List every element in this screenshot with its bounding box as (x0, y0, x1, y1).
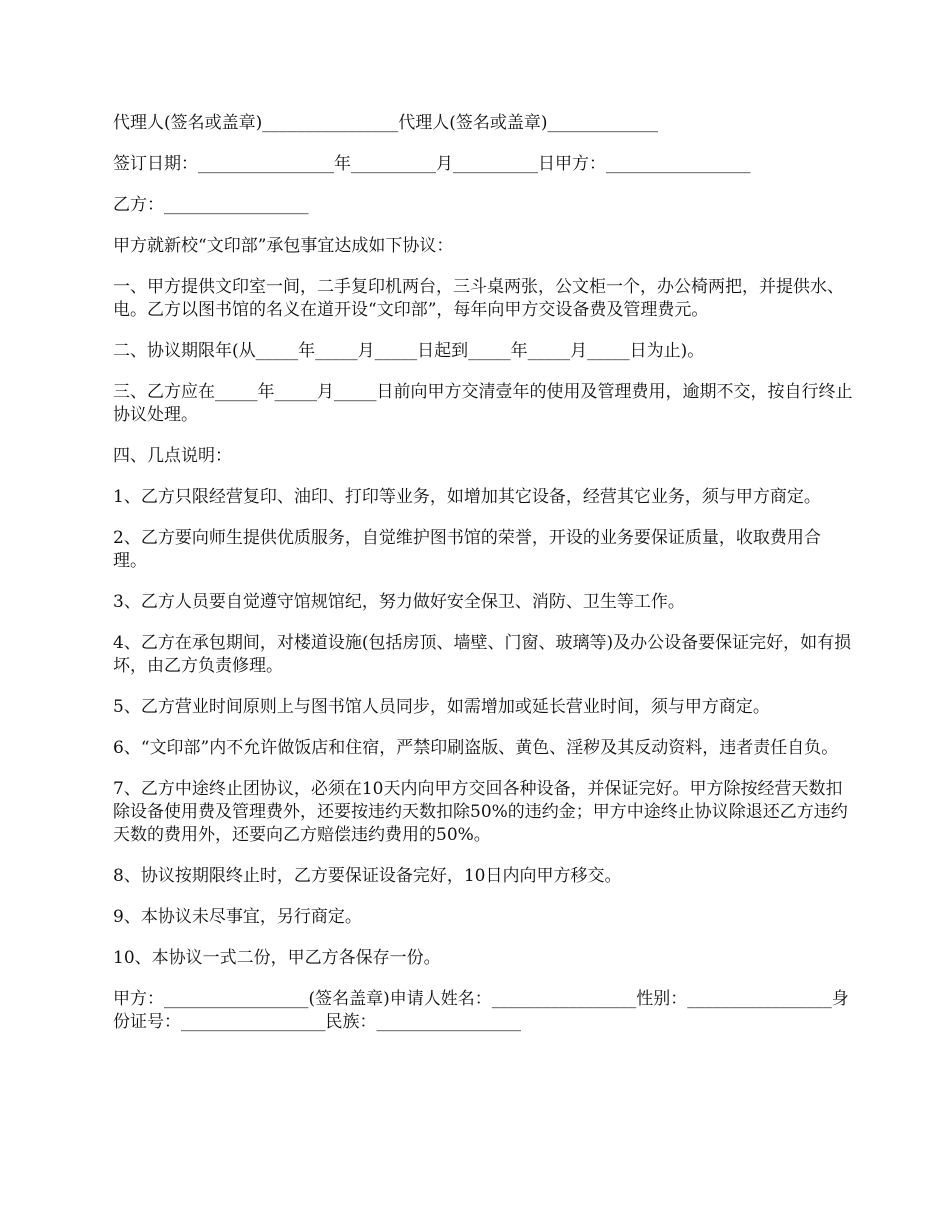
note-3: 3、乙方人员要自觉遵守馆规馆纪，努力做好安全保卫、消防、卫生等工作。 (113, 592, 685, 612)
note-8: 8、协议按期限终止时，乙方要保证设备完好，10日内向甲方移交。 (113, 866, 622, 886)
clause-1: 一、甲方提供文印室一间，二手复印机两台，三斗桌两张，公文柜一个，办公椅两把，并提供水、电。乙方以图书馆的名义在道开设“文印部”，每年向甲方交设备费及管理费元。 (113, 277, 844, 320)
signature-agents-line: 代理人(签名或盖章)________________代理人(签名或盖章)_____________ (113, 113, 659, 133)
note-6: 6、“文印部”内不允许做饭店和住宿，严禁印刷盗版、黄色、淫秽及其反动资料，违者责任自负。 (113, 738, 839, 758)
signing-date-line: 签订日期：________________年__________月__________日甲方：_________________ (113, 154, 751, 174)
document-page (113, 112, 853, 1052)
note-9: 9、本协议未尽事宜，另行商定。 (113, 907, 362, 927)
note-5: 5、乙方营业时间原则上与图书馆人员同步，如需增加或延长营业时间，须与甲方商定。 (113, 697, 770, 717)
party-b-line: 乙方：_________________ (113, 195, 309, 215)
clause-2: 二、协议期限年(从_____年_____月_____日起到_____年_____月_____日为止)。 (113, 341, 705, 361)
note-2: 2、乙方要向师生提供优质服务，自觉维护图书馆的荣誉，开设的业务要保证质量，收取费用合理。 (113, 528, 821, 571)
clause-4-heading: 四、几点说明： (113, 446, 232, 466)
note-1: 1、乙方只限经营复印、油印、打印等业务，如增加其它设备，经营其它业务，须与甲方商定。 (113, 487, 821, 507)
note-10: 10、本协议一式二份，甲乙方各保存一份。 (113, 948, 441, 968)
agreement-intro: 甲方就新校“文印部”承包事宜达成如下协议： (113, 236, 454, 256)
clause-3: 三、乙方应在_____年_____月_____日前向甲方交清壹年的使用及管理费用，逾期不交，按自行终止协议处理。 (113, 382, 853, 425)
note-4: 4、乙方在承包期间，对楼道设施(包括房顶、墙壁、门窗、玻璃等)及办公设备要保证完好，如有损坏，由乙方负责修理。 (113, 633, 852, 676)
note-7: 7、乙方中途终止团协议，必须在10天内向甲方交回各种设备，并保证完好。甲方除按经营天数扣除设备使用费及管理费外，还要按违约天数扣除50%的违约金；甲方中途终止协议除退还乙方违约天数的费用外，还要向乙方赔偿违约费用的50%。 (113, 779, 848, 845)
applicant-info-line: 甲方：_________________(签名盖章)申请人姓名：_________________性别：_________________身份证号：_________________民族：_________________ (113, 989, 849, 1032)
